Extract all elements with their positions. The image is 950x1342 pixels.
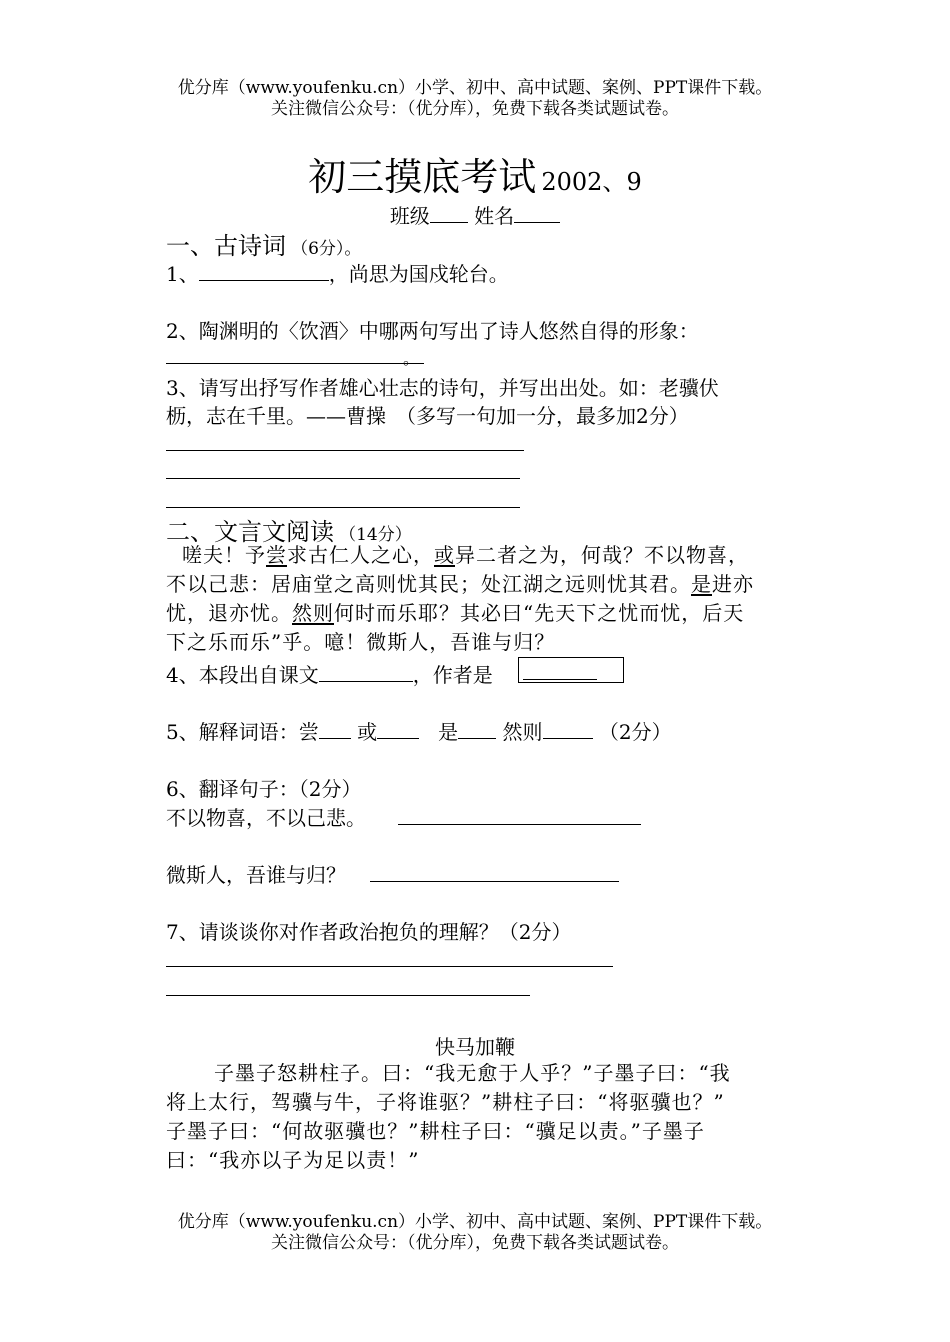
question-3-line-2: 枥，志在千里。——曹操 （多写一句加一分，最多加2分） bbox=[166, 404, 689, 428]
name-field[interactable] bbox=[514, 202, 560, 223]
section2-points: （14分） bbox=[339, 525, 412, 545]
section1-points: （6分）。 bbox=[291, 239, 362, 259]
passage-line-4: 下之乐而乐”乎。噫！微斯人，吾谁与归？ bbox=[166, 630, 556, 654]
q3-answer-line-3[interactable] bbox=[166, 507, 520, 508]
question-2: 2、陶渊明的〈饮酒〉中哪两句写出了诗人悠然自得的形象： bbox=[166, 319, 699, 343]
q7-answer-line-1[interactable] bbox=[166, 966, 613, 967]
name-label: 姓名 bbox=[474, 204, 515, 228]
q1-number: 1、 bbox=[166, 262, 199, 286]
question-7-label: 7、请谈谈你对作者政治抱负的理解？（2分） bbox=[166, 920, 572, 944]
q5-points: （2分） bbox=[598, 720, 672, 744]
q4-lesson-field[interactable] bbox=[319, 661, 413, 682]
q5-huo-field[interactable] bbox=[377, 718, 419, 739]
section2-title: 二、文言文阅读 bbox=[166, 518, 334, 546]
student-info bbox=[0, 200, 950, 229]
passage-line-1: 嗟夫！予尝求古仁人之心，或异二者之为，何哉？不以物喜， bbox=[182, 543, 749, 567]
footer-line-2: 关注微信公众号：（优分库），免费下载各类试题试卷。 bbox=[271, 1233, 679, 1253]
q3-answer-line-1[interactable] bbox=[166, 450, 524, 451]
page-title bbox=[0, 146, 950, 201]
reading2-line-1: 子墨子怒耕柱子。曰：“我无愈于人乎？”子墨子曰：“我 bbox=[214, 1061, 731, 1085]
q5-shi-field[interactable] bbox=[458, 718, 496, 739]
reading2-title: 快马加鞭 bbox=[435, 1035, 515, 1059]
question-5 bbox=[166, 716, 672, 745]
word-chang: 尝 bbox=[266, 543, 287, 567]
section1-title: 一、古诗词 bbox=[166, 232, 286, 260]
header-line-1: 优分库（www.youfenku.cn）小学、初中、高中试题、案例、PPT课件下载。 bbox=[177, 78, 773, 98]
q5-ranze-field[interactable] bbox=[543, 718, 593, 739]
class-field[interactable] bbox=[430, 202, 468, 223]
question-4 bbox=[166, 659, 493, 688]
question-6-label: 6、翻译句子：（2分） bbox=[166, 777, 362, 801]
question-3-line-1: 3、请写出抒写作者雄心壮志的诗句，并写出出处。如：老骥伏 bbox=[166, 376, 719, 400]
passage-line-2: 不以己悲：居庙堂之高则忧其民；处江湖之远则忧其君。是进亦 bbox=[166, 572, 754, 596]
q6-sentence-2: 微斯人，吾谁与归？ bbox=[166, 863, 346, 887]
q5-huo-label: 或 bbox=[357, 720, 378, 744]
q1-answer-field[interactable] bbox=[199, 260, 329, 281]
word-ranze: 然则 bbox=[292, 601, 334, 625]
title-date: 2002、9 bbox=[541, 168, 642, 196]
q5-chang-field[interactable] bbox=[319, 718, 351, 739]
q5-label: 5、解释词语：尝 bbox=[166, 720, 319, 744]
reading2-line-3: 子墨子曰：“何故驱骥也？”耕柱子曰：“骥足以责。”子墨子 bbox=[166, 1119, 705, 1143]
class-label: 班级 bbox=[389, 204, 430, 228]
q2-answer-line[interactable] bbox=[166, 363, 424, 364]
q6-answer-line-2[interactable] bbox=[370, 881, 619, 882]
header-line-2: 关注微信公众号：（优分库），免费下载各类试题试卷。 bbox=[271, 99, 679, 119]
q3-answer-line-2[interactable] bbox=[166, 478, 520, 479]
word-shi: 是 bbox=[691, 572, 712, 596]
q4-label: 4、本段出自课文 bbox=[166, 663, 319, 687]
q5-ranze-label: 然则 bbox=[502, 720, 543, 744]
q6-sentence-1: 不以物喜，不以己悲。 bbox=[166, 806, 366, 830]
footer-line-1: 优分库（www.youfenku.cn）小学、初中、高中试题、案例、PPT课件下载。 bbox=[177, 1212, 773, 1232]
reading2-line-4: 曰：“我亦以子为足以责！” bbox=[166, 1148, 420, 1172]
q5-shi-label: 是 bbox=[438, 720, 459, 744]
passage-line-3: 忧，退亦忧。然则何时而乐耶？其必曰“先天下之忧而忧，后天 bbox=[166, 601, 745, 625]
section1-heading bbox=[166, 226, 361, 261]
q1-text: ，尚思为国戍轮台。 bbox=[328, 262, 509, 286]
q4-author-label: ，作者是 bbox=[412, 663, 493, 687]
q4-author-box[interactable] bbox=[518, 657, 624, 683]
word-huo: 或 bbox=[434, 543, 455, 567]
title-main: 初三摸底考试 bbox=[308, 155, 537, 199]
reading2-line-2: 将上太行，驾骥与牛，子将谁驱？”耕柱子曰：“将驱骥也？” bbox=[166, 1090, 725, 1114]
q6-answer-line-1[interactable] bbox=[398, 824, 641, 825]
q2-end-mark: 。 bbox=[403, 349, 420, 368]
q7-answer-line-2[interactable] bbox=[166, 995, 530, 996]
question-1 bbox=[166, 258, 509, 287]
